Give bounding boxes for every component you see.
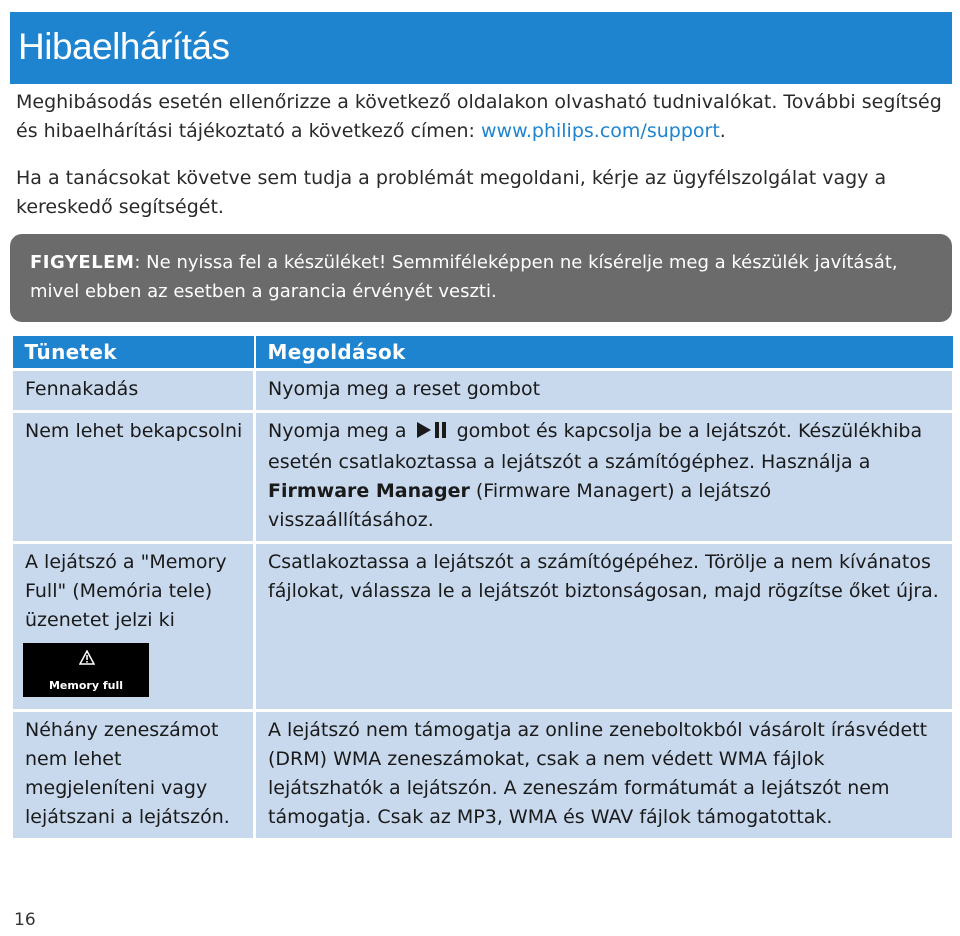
table-row: [12, 711, 954, 840]
memory-full-screen: [23, 643, 149, 697]
intro-paragraph-2: Ha a tanácsokat követve sem tudja a problémát megoldani, kérje az ügyfélszolgálat vagy a kereskedő segítségét.: [16, 167, 887, 218]
intro-text: Meghibásodás esetén ellenőrizze a következő oldalakon olvasható tudnivalókat. További segítség és hibaelhárítási tájékoztató a következő címen:: [16, 91, 942, 142]
warning-text: [30, 248, 930, 306]
header-banner: [10, 12, 952, 84]
firmware-manager-label: Firmware Manager: [268, 480, 470, 502]
warning-body: : Ne nyissa fel a készüléket! Semmiféleképpen ne kísérelje meg a készülék javítását, mivel ebben az esetben a garancia érvényét veszti.: [30, 252, 898, 302]
solution-text-a: Nyomja meg a: [268, 420, 407, 442]
symptom-cell: [12, 543, 255, 711]
solution-text-b: gombot és kapcsolja be a lejátszót. Készülékhiba esetén csatlakoztassa a lejátszót a számítógéphez. Használja a: [268, 420, 923, 473]
troubleshooting-table: [10, 334, 955, 841]
table-header-row: [12, 335, 954, 370]
symptom-cell: Néhány zeneszámot nem lehet megjeleníteni vagy lejátszani a lejátszón.: [12, 711, 255, 840]
intro-paragraph-1: [16, 88, 946, 146]
solution-cell: Nyomja meg a reset gombot: [255, 370, 954, 412]
warning-box: [10, 234, 952, 322]
solution-text-c: (Firmware Managert) a lejátszó visszaállításához.: [268, 480, 772, 531]
table-row: [12, 412, 954, 543]
play-pause-icon: [415, 419, 449, 448]
intro-section: [16, 88, 946, 240]
solution-cell: A lejátszó nem támogatja az online zeneboltokból vásárolt írásvédett (DRM) WMA zeneszámokat, csak a nem védett WMA fájlok lejátszhatók a lejátszón. A zeneszám formátumát a lejátszót nem támogatja. Csak az MP3, WMA és WAV fájlok támogatottak.: [255, 711, 954, 840]
symptom-text: A lejátszó a "Memory Full" (Memória tele) üzenetet jelzi ki: [25, 551, 227, 631]
header-solutions: Megoldások: [255, 335, 954, 370]
symptom-cell: Nem lehet bekapcsolni: [12, 412, 255, 543]
header-symptoms: Tünetek: [12, 335, 255, 370]
warning-label: FIGYELEM: [30, 252, 135, 273]
intro-period: .: [719, 120, 726, 142]
page-title: Hibaelhárítás: [18, 26, 230, 67]
table-row: [12, 543, 954, 711]
table-row: [12, 370, 954, 412]
page-number: 16: [14, 910, 36, 930]
solution-cell: Csatlakoztassa a lejátszót a számítógépéhez. Törölje a nem kívánatos fájlokat, válassza le a lejátszót biztonságosan, majd rögzítse őket újra.: [255, 543, 954, 711]
memory-full-text: Memory full: [48, 679, 123, 692]
solution-cell: [255, 412, 954, 543]
symptom-cell: Fennakadás: [12, 370, 255, 412]
support-link[interactable]: www.philips.com/support: [480, 120, 720, 142]
warning-triangle-icon: [79, 650, 95, 665]
